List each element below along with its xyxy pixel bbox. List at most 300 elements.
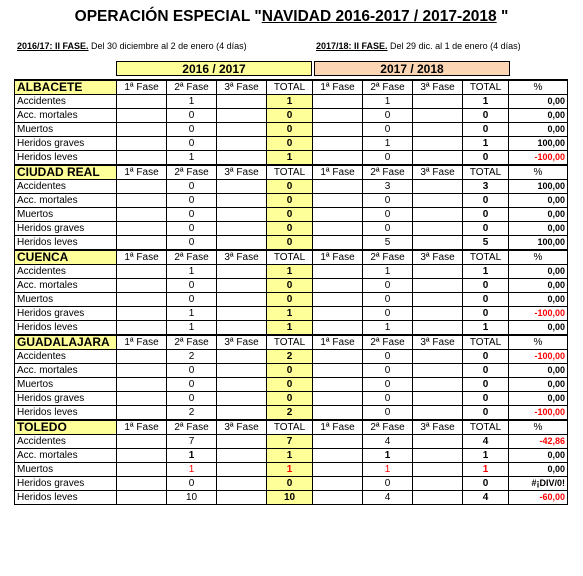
cell-fase1-2017 — [313, 406, 363, 421]
cell-fase3-2016 — [217, 222, 267, 236]
province-header-row — [15, 80, 568, 95]
year-header-2016-2017: 2016 / 2017 — [116, 61, 312, 76]
cell-percent: 0,00 — [509, 194, 568, 208]
table-row — [15, 95, 568, 109]
column-header: 2ª Fase — [363, 80, 413, 95]
cell-fase2-2016: 0 — [167, 279, 217, 293]
title-main: NAVIDAD 2016-2017 / 2017-2018 — [261, 8, 497, 25]
cell-fase1-2016 — [117, 151, 167, 166]
cell-percent: 0,00 — [509, 321, 568, 336]
cell-total-2016: 2 — [267, 350, 313, 364]
cell-fase1-2016 — [117, 463, 167, 477]
column-header: 3ª Fase — [413, 420, 463, 435]
cell-total-2016: 0 — [267, 222, 313, 236]
cell-percent: 0,00 — [509, 364, 568, 378]
cell-total-2016: 0 — [267, 293, 313, 307]
row-label: Heridos leves — [15, 236, 117, 251]
cell-total-2017: 1 — [463, 95, 509, 109]
province-name: TOLEDO — [15, 420, 117, 435]
cell-percent: -100,00 — [509, 151, 568, 166]
row-label: Muertos — [15, 378, 117, 392]
column-header: % — [509, 335, 568, 350]
cell-fase3-2017 — [413, 491, 463, 505]
row-label: Accidentes — [15, 350, 117, 364]
province-name: ALBACETE — [15, 80, 117, 95]
row-label: Heridos graves — [15, 222, 117, 236]
title-prefix: OPERACIÓN ESPECIAL " — [74, 8, 262, 25]
cell-fase1-2017 — [313, 180, 363, 194]
cell-fase3-2017 — [413, 194, 463, 208]
statistics-table — [14, 79, 568, 505]
cell-total-2016: 1 — [267, 449, 313, 463]
table-row — [15, 236, 568, 251]
cell-fase2-2016: 0 — [167, 236, 217, 251]
subtitle-2017-text: Del 29 dic. al 1 de enero (4 días) — [387, 41, 521, 51]
row-label: Heridos leves — [15, 491, 117, 505]
cell-fase1-2017 — [313, 151, 363, 166]
cell-fase2-2017: 1 — [363, 95, 413, 109]
cell-fase1-2016 — [117, 491, 167, 505]
row-label: Acc. mortales — [15, 279, 117, 293]
row-label: Accidentes — [15, 95, 117, 109]
cell-fase3-2016 — [217, 307, 267, 321]
cell-fase1-2016 — [117, 477, 167, 491]
cell-fase3-2016 — [217, 180, 267, 194]
cell-fase2-2017: 0 — [363, 477, 413, 491]
cell-fase2-2017: 0 — [363, 279, 413, 293]
row-label: Heridos graves — [15, 137, 117, 151]
row-label: Acc. mortales — [15, 364, 117, 378]
cell-percent: 0,00 — [509, 279, 568, 293]
cell-percent: -100,00 — [509, 350, 568, 364]
cell-fase2-2016: 0 — [167, 109, 217, 123]
cell-total-2016: 0 — [267, 208, 313, 222]
table-row — [15, 392, 568, 406]
province-name: GUADALAJARA — [15, 335, 117, 350]
cell-fase1-2016 — [117, 435, 167, 449]
cell-fase2-2016: 2 — [167, 350, 217, 364]
column-header: TOTAL — [267, 420, 313, 435]
row-label: Heridos leves — [15, 321, 117, 336]
cell-fase2-2017: 0 — [363, 109, 413, 123]
cell-fase1-2017 — [313, 321, 363, 336]
row-label: Muertos — [15, 293, 117, 307]
cell-fase3-2016 — [217, 279, 267, 293]
cell-fase1-2016 — [117, 392, 167, 406]
column-header: 1ª Fase — [313, 420, 363, 435]
cell-fase3-2017 — [413, 350, 463, 364]
cell-fase3-2016 — [217, 151, 267, 166]
cell-total-2017: 0 — [463, 307, 509, 321]
cell-fase2-2016: 0 — [167, 137, 217, 151]
cell-fase2-2017: 0 — [363, 151, 413, 166]
cell-fase2-2016: 0 — [167, 392, 217, 406]
row-label: Acc. mortales — [15, 194, 117, 208]
cell-fase3-2016 — [217, 293, 267, 307]
cell-fase1-2016 — [117, 236, 167, 251]
cell-total-2017: 1 — [463, 321, 509, 336]
subtitle-2017-label: 2017/18: II FASE. — [316, 41, 388, 51]
province-header-row — [15, 335, 568, 350]
cell-fase2-2016: 1 — [167, 151, 217, 166]
cell-fase2-2017: 0 — [363, 222, 413, 236]
cell-fase2-2016: 0 — [167, 477, 217, 491]
cell-fase2-2017: 0 — [363, 406, 413, 421]
table-row — [15, 194, 568, 208]
cell-fase2-2016: 1 — [167, 449, 217, 463]
cell-fase2-2016: 0 — [167, 180, 217, 194]
cell-percent: 0,00 — [509, 208, 568, 222]
table-row — [15, 123, 568, 137]
column-header: TOTAL — [463, 250, 509, 265]
cell-fase2-2017: 1 — [363, 321, 413, 336]
column-header: 2ª Fase — [167, 420, 217, 435]
cell-fase2-2017: 0 — [363, 293, 413, 307]
row-label: Heridos leves — [15, 151, 117, 166]
column-header: % — [509, 420, 568, 435]
cell-fase2-2017: 1 — [363, 137, 413, 151]
column-header: TOTAL — [267, 165, 313, 180]
cell-fase1-2016 — [117, 123, 167, 137]
cell-fase3-2016 — [217, 406, 267, 421]
title-suffix: " — [496, 8, 509, 25]
cell-total-2016: 1 — [267, 265, 313, 279]
cell-percent: -100,00 — [509, 307, 568, 321]
cell-fase1-2016 — [117, 137, 167, 151]
cell-fase1-2017 — [313, 279, 363, 293]
cell-fase1-2017 — [313, 137, 363, 151]
cell-fase3-2016 — [217, 364, 267, 378]
column-header: TOTAL — [267, 335, 313, 350]
table-row — [15, 321, 568, 336]
table-row — [15, 435, 568, 449]
cell-total-2017: 4 — [463, 491, 509, 505]
cell-fase2-2016: 0 — [167, 194, 217, 208]
cell-fase1-2016 — [117, 406, 167, 421]
column-header: 1ª Fase — [313, 80, 363, 95]
cell-fase1-2017 — [313, 265, 363, 279]
column-header: 3ª Fase — [217, 165, 267, 180]
column-header: 3ª Fase — [217, 335, 267, 350]
cell-fase1-2017 — [313, 435, 363, 449]
cell-fase1-2017 — [313, 222, 363, 236]
table-row — [15, 364, 568, 378]
cell-percent: #¡DIV/0! — [509, 477, 568, 491]
cell-fase2-2017: 1 — [363, 463, 413, 477]
column-header: 2ª Fase — [363, 420, 413, 435]
column-header: 3ª Fase — [413, 250, 463, 265]
column-header: TOTAL — [463, 80, 509, 95]
cell-fase1-2017 — [313, 449, 363, 463]
column-header: 2ª Fase — [167, 80, 217, 95]
cell-fase1-2017 — [313, 491, 363, 505]
column-header: 3ª Fase — [413, 165, 463, 180]
cell-percent: 0,00 — [509, 378, 568, 392]
cell-total-2016: 1 — [267, 95, 313, 109]
cell-total-2016: 1 — [267, 321, 313, 336]
cell-total-2017: 0 — [463, 378, 509, 392]
province-name: CUENCA — [15, 250, 117, 265]
cell-fase3-2017 — [413, 95, 463, 109]
table-row — [15, 491, 568, 505]
cell-fase2-2017: 0 — [363, 208, 413, 222]
cell-fase1-2016 — [117, 364, 167, 378]
cell-total-2017: 1 — [463, 449, 509, 463]
column-header: 2ª Fase — [167, 165, 217, 180]
cell-percent: 0,00 — [509, 109, 568, 123]
cell-total-2017: 0 — [463, 109, 509, 123]
table-row — [15, 449, 568, 463]
cell-fase3-2017 — [413, 307, 463, 321]
cell-fase3-2017 — [413, 208, 463, 222]
cell-fase1-2016 — [117, 293, 167, 307]
subtitle-2017 — [316, 41, 521, 51]
cell-total-2016: 1 — [267, 307, 313, 321]
cell-fase3-2017 — [413, 222, 463, 236]
cell-fase2-2017: 1 — [363, 265, 413, 279]
cell-fase2-2016: 10 — [167, 491, 217, 505]
cell-fase3-2017 — [413, 236, 463, 251]
cell-fase1-2016 — [117, 194, 167, 208]
row-label: Accidentes — [15, 435, 117, 449]
cell-fase3-2016 — [217, 194, 267, 208]
cell-fase2-2017: 0 — [363, 123, 413, 137]
column-header: TOTAL — [267, 80, 313, 95]
cell-total-2016: 0 — [267, 137, 313, 151]
cell-fase3-2017 — [413, 406, 463, 421]
cell-fase2-2016: 0 — [167, 293, 217, 307]
province-header-row — [15, 250, 568, 265]
cell-fase1-2016 — [117, 307, 167, 321]
cell-fase2-2017: 3 — [363, 180, 413, 194]
column-header: 2ª Fase — [167, 250, 217, 265]
cell-fase2-2017: 0 — [363, 364, 413, 378]
table-row — [15, 307, 568, 321]
table-row — [15, 208, 568, 222]
column-header: TOTAL — [463, 420, 509, 435]
cell-fase1-2017 — [313, 378, 363, 392]
cell-total-2016: 0 — [267, 180, 313, 194]
cell-total-2016: 0 — [267, 364, 313, 378]
cell-fase3-2016 — [217, 123, 267, 137]
cell-total-2017: 0 — [463, 364, 509, 378]
cell-total-2017: 0 — [463, 350, 509, 364]
cell-fase3-2017 — [413, 109, 463, 123]
cell-fase2-2016: 0 — [167, 222, 217, 236]
column-header: TOTAL — [463, 165, 509, 180]
column-header: % — [509, 80, 568, 95]
cell-fase3-2016 — [217, 208, 267, 222]
row-label: Acc. mortales — [15, 109, 117, 123]
cell-total-2017: 0 — [463, 406, 509, 421]
cell-fase3-2016 — [217, 109, 267, 123]
cell-percent: 0,00 — [509, 95, 568, 109]
cell-fase2-2016: 0 — [167, 208, 217, 222]
cell-percent: 100,00 — [509, 236, 568, 251]
column-header: 1ª Fase — [117, 165, 167, 180]
cell-fase3-2016 — [217, 95, 267, 109]
cell-fase3-2016 — [217, 449, 267, 463]
cell-fase1-2017 — [313, 477, 363, 491]
cell-fase3-2016 — [217, 491, 267, 505]
cell-fase1-2017 — [313, 95, 363, 109]
cell-fase2-2016: 1 — [167, 321, 217, 336]
cell-fase2-2016: 1 — [167, 463, 217, 477]
table-row — [15, 109, 568, 123]
cell-fase1-2017 — [313, 123, 363, 137]
cell-total-2016: 0 — [267, 236, 313, 251]
cell-percent: 100,00 — [509, 180, 568, 194]
table-row — [15, 180, 568, 194]
cell-fase1-2017 — [313, 364, 363, 378]
cell-percent: 0,00 — [509, 123, 568, 137]
cell-fase1-2016 — [117, 321, 167, 336]
cell-fase1-2017 — [313, 350, 363, 364]
cell-fase3-2016 — [217, 265, 267, 279]
table-row — [15, 279, 568, 293]
cell-fase1-2016 — [117, 265, 167, 279]
province-header-row — [15, 165, 568, 180]
cell-fase3-2016 — [217, 321, 267, 336]
cell-total-2016: 0 — [267, 477, 313, 491]
cell-fase1-2017 — [313, 194, 363, 208]
cell-fase1-2016 — [117, 378, 167, 392]
year-header-2017-2018: 2017 / 2018 — [314, 61, 510, 76]
cell-fase3-2017 — [413, 477, 463, 491]
table-row — [15, 137, 568, 151]
cell-total-2016: 0 — [267, 378, 313, 392]
cell-fase2-2017: 4 — [363, 435, 413, 449]
cell-fase3-2017 — [413, 151, 463, 166]
column-header: TOTAL — [463, 335, 509, 350]
cell-fase1-2017 — [313, 236, 363, 251]
column-header: 2ª Fase — [363, 250, 413, 265]
cell-total-2017: 0 — [463, 392, 509, 406]
cell-fase1-2017 — [313, 293, 363, 307]
column-header: 1ª Fase — [117, 250, 167, 265]
subtitle-2016 — [17, 41, 247, 51]
cell-fase3-2016 — [217, 392, 267, 406]
cell-total-2017: 4 — [463, 435, 509, 449]
table-row — [15, 350, 568, 364]
cell-total-2017: 1 — [463, 137, 509, 151]
column-header: 3ª Fase — [217, 420, 267, 435]
cell-fase3-2017 — [413, 463, 463, 477]
column-header: 2ª Fase — [363, 165, 413, 180]
cell-fase2-2017: 4 — [363, 491, 413, 505]
cell-total-2017: 0 — [463, 279, 509, 293]
cell-percent: -42,86 — [509, 435, 568, 449]
table-row — [15, 477, 568, 491]
cell-total-2017: 0 — [463, 194, 509, 208]
column-header: 1ª Fase — [313, 335, 363, 350]
cell-fase3-2016 — [217, 350, 267, 364]
cell-fase1-2016 — [117, 109, 167, 123]
cell-fase1-2016 — [117, 95, 167, 109]
table-row — [15, 463, 568, 477]
row-label: Accidentes — [15, 265, 117, 279]
province-header-row — [15, 420, 568, 435]
cell-percent: 0,00 — [509, 449, 568, 463]
row-label: Acc. mortales — [15, 449, 117, 463]
cell-fase1-2016 — [117, 350, 167, 364]
column-header: % — [509, 250, 568, 265]
subtitle-2016-text: Del 30 diciembre al 2 de enero (4 días) — [88, 41, 247, 51]
row-label: Accidentes — [15, 180, 117, 194]
cell-fase3-2017 — [413, 123, 463, 137]
table-row — [15, 293, 568, 307]
cell-total-2017: 1 — [463, 265, 509, 279]
row-label: Heridos graves — [15, 392, 117, 406]
cell-percent: 0,00 — [509, 392, 568, 406]
cell-fase3-2016 — [217, 477, 267, 491]
cell-percent: 0,00 — [509, 293, 568, 307]
province-name: CIUDAD REAL — [15, 165, 117, 180]
cell-fase1-2016 — [117, 222, 167, 236]
cell-fase3-2017 — [413, 321, 463, 336]
cell-fase1-2016 — [117, 208, 167, 222]
table-row — [15, 406, 568, 421]
row-label: Muertos — [15, 208, 117, 222]
cell-total-2017: 0 — [463, 293, 509, 307]
cell-total-2016: 0 — [267, 109, 313, 123]
row-label: Muertos — [15, 123, 117, 137]
row-label: Muertos — [15, 463, 117, 477]
cell-percent: 0,00 — [509, 222, 568, 236]
cell-fase1-2017 — [313, 109, 363, 123]
cell-fase2-2017: 1 — [363, 449, 413, 463]
cell-total-2016: 0 — [267, 392, 313, 406]
cell-fase3-2016 — [217, 378, 267, 392]
cell-fase2-2016: 0 — [167, 378, 217, 392]
cell-fase1-2017 — [313, 208, 363, 222]
cell-percent: -60,00 — [509, 491, 568, 505]
cell-fase2-2017: 0 — [363, 307, 413, 321]
cell-fase2-2016: 1 — [167, 265, 217, 279]
cell-total-2016: 1 — [267, 151, 313, 166]
column-header: 2ª Fase — [363, 335, 413, 350]
cell-total-2017: 5 — [463, 236, 509, 251]
cell-total-2016: 7 — [267, 435, 313, 449]
column-header: 2ª Fase — [167, 335, 217, 350]
cell-total-2017: 0 — [463, 222, 509, 236]
cell-fase3-2017 — [413, 293, 463, 307]
column-header: 3ª Fase — [217, 80, 267, 95]
column-header: 1ª Fase — [313, 165, 363, 180]
cell-fase3-2017 — [413, 392, 463, 406]
cell-fase2-2017: 0 — [363, 392, 413, 406]
cell-total-2016: 10 — [267, 491, 313, 505]
cell-total-2016: 1 — [267, 463, 313, 477]
cell-fase3-2017 — [413, 378, 463, 392]
cell-fase2-2017: 5 — [363, 236, 413, 251]
page-title — [0, 8, 583, 26]
row-label: Heridos graves — [15, 477, 117, 491]
cell-total-2016: 0 — [267, 279, 313, 293]
table-row — [15, 378, 568, 392]
cell-total-2016: 0 — [267, 194, 313, 208]
cell-total-2016: 0 — [267, 123, 313, 137]
cell-fase3-2017 — [413, 279, 463, 293]
cell-fase1-2016 — [117, 449, 167, 463]
cell-total-2017: 0 — [463, 208, 509, 222]
column-header: 3ª Fase — [413, 80, 463, 95]
column-header: % — [509, 165, 568, 180]
column-header: 1ª Fase — [117, 335, 167, 350]
column-header: 1ª Fase — [117, 420, 167, 435]
table-row — [15, 222, 568, 236]
cell-fase1-2017 — [313, 392, 363, 406]
